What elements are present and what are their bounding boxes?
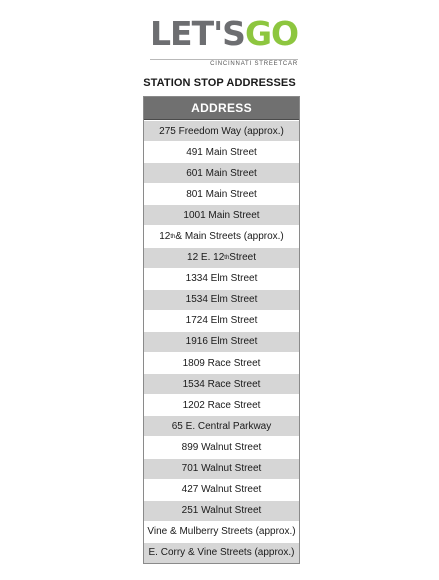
- table-row: [144, 373, 299, 394]
- address-text: 899 Walnut Street: [181, 441, 262, 453]
- address-text: 1534 Race Street: [182, 378, 261, 390]
- table-body: [144, 120, 299, 563]
- logo-wordmark: [150, 14, 298, 54]
- address-text: & Main Streets (approx.): [175, 231, 284, 243]
- table-row: [144, 479, 299, 500]
- table-header-address: ADDRESS: [144, 97, 299, 120]
- table-row: [144, 542, 299, 563]
- address-text: Street: [229, 252, 256, 264]
- address-text: 601 Main Street: [186, 167, 257, 179]
- table-row: [144, 352, 299, 373]
- address-text: 427 Walnut Street: [181, 484, 262, 496]
- address-text: 701 Walnut Street: [181, 463, 262, 475]
- address-text: 12: [159, 231, 171, 243]
- address-table: [143, 96, 300, 564]
- address-text: 1724 Elm Street: [185, 315, 258, 327]
- address-text: 1334 Elm Street: [185, 273, 258, 285]
- address-text: 491 Main Street: [186, 146, 257, 158]
- table-row: 12 th & Main Streets (approx.): [144, 225, 299, 246]
- address-text: 1809 Race Street: [182, 357, 261, 369]
- logo-tagline: CINCINNATI STREETCAR: [210, 61, 298, 67]
- table-row: [144, 183, 299, 204]
- address-text: E. Corry & Vine Streets (approx.): [148, 547, 295, 559]
- table-row: [144, 458, 299, 479]
- table-row: [144, 436, 299, 457]
- table-row: [144, 120, 299, 141]
- address-text: 801 Main Street: [186, 188, 257, 200]
- address-text: 1001 Main Street: [183, 209, 260, 221]
- address-text: 1202 Race Street: [182, 399, 261, 411]
- logo-divider: [150, 59, 298, 60]
- table-row: [144, 500, 299, 521]
- table-row: [144, 289, 299, 310]
- logo-word-go: GO: [244, 14, 299, 53]
- address-text: 1534 Elm Street: [185, 294, 258, 306]
- table-row: [144, 141, 299, 162]
- table-row: [144, 394, 299, 415]
- table-row: [144, 204, 299, 225]
- page-title: STATION STOP ADDRESSES: [143, 77, 296, 89]
- table-row: [144, 415, 299, 436]
- address-text: Vine & Mulberry Streets (approx.): [147, 526, 296, 538]
- logo-word-lets: LET'S: [150, 14, 245, 53]
- address-text: 1916 Elm Street: [185, 336, 258, 348]
- table-row: [144, 268, 299, 289]
- address-text: 275 Freedom Way (approx.): [159, 125, 284, 137]
- address-text: 251 Walnut Street: [181, 505, 262, 517]
- address-text: 65 E. Central Parkway: [171, 420, 272, 432]
- table-row: [144, 331, 299, 352]
- table-row: [144, 521, 299, 542]
- lets-go-logo: [150, 14, 300, 70]
- table-row: 12 E. 12 th Street: [144, 247, 299, 268]
- table-row: [144, 310, 299, 331]
- table-row: [144, 162, 299, 183]
- address-text: 12 E. 12: [187, 252, 225, 264]
